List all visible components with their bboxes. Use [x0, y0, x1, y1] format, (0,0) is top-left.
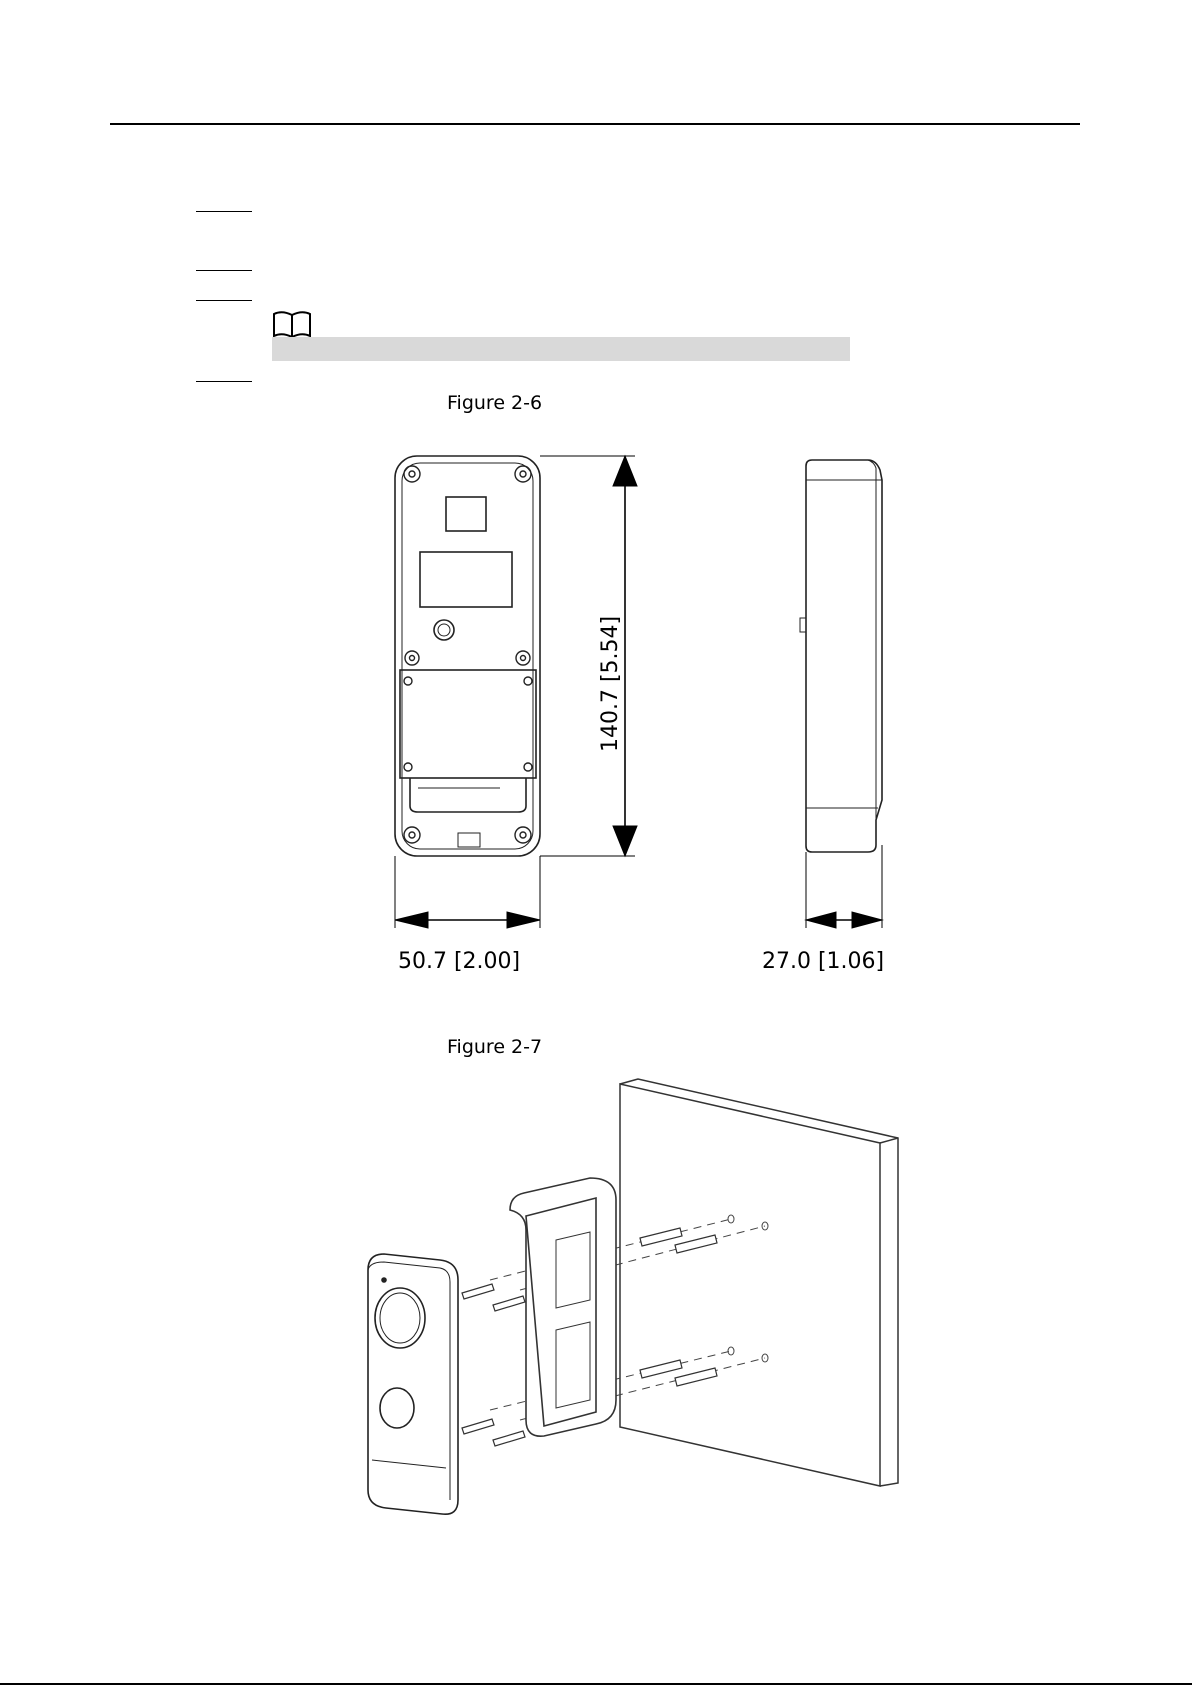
mounting-bracket: [510, 1178, 616, 1436]
width-dimension: [395, 856, 540, 928]
doorbell-device: [368, 1254, 458, 1514]
device-side-view: [800, 460, 882, 852]
figure-2-7-caption: Figure 2-7: [447, 1036, 543, 1058]
wall-anchors: [640, 1228, 717, 1386]
device-rear-view: [395, 456, 540, 856]
figure-2-7-installation-drawing: [0, 1060, 1192, 1520]
wall-holes: [728, 1215, 768, 1362]
height-label: 140.7 [5.54]: [598, 615, 623, 752]
figure-2-6-caption: Figure 2-6: [447, 392, 543, 414]
mounting-screws: [462, 1284, 525, 1446]
screw-holes: [404, 466, 532, 843]
depth-dimension: [806, 845, 882, 928]
wall: [620, 1079, 898, 1486]
width-label: 50.7 [2.00]: [398, 949, 521, 974]
depth-label: 27.0 [1.06]: [762, 949, 885, 974]
